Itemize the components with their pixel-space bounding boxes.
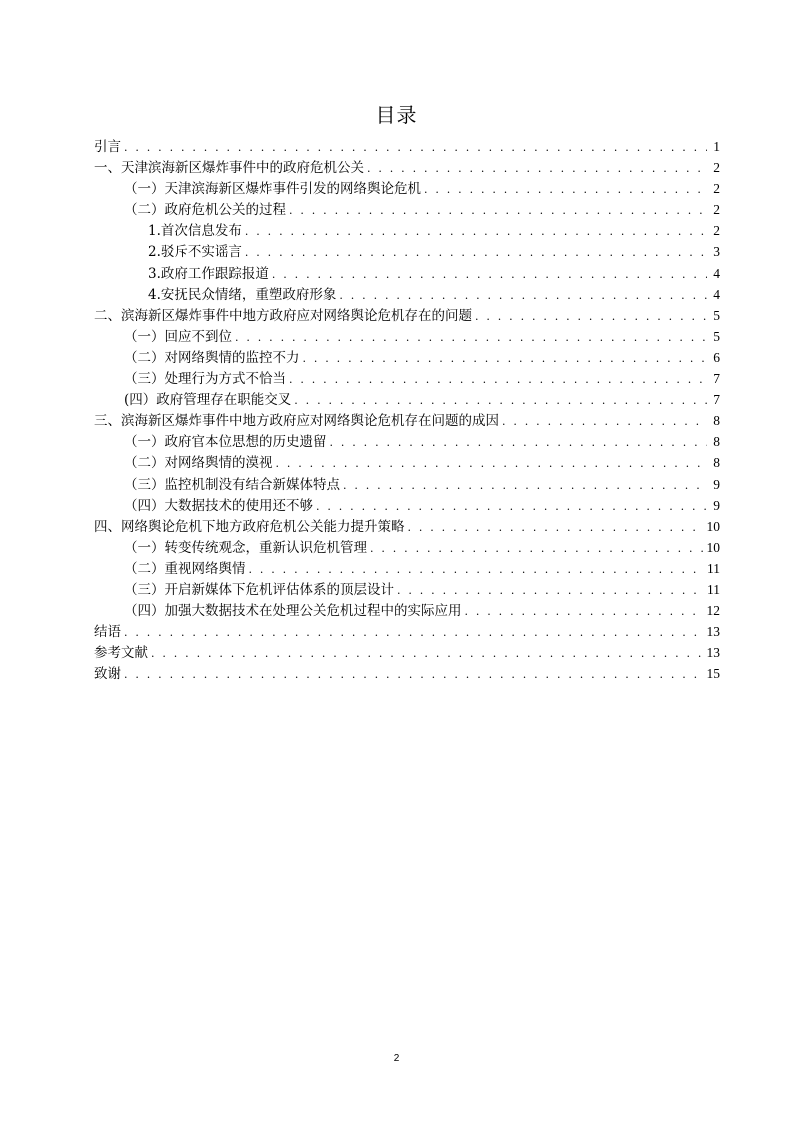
toc-entry-text: 4.安抚民众情绪，重塑政府形象 bbox=[148, 286, 337, 303]
toc-entry-page: 9 bbox=[713, 476, 720, 492]
toc-entry[interactable] bbox=[94, 263, 720, 284]
toc-leader-dots bbox=[124, 664, 704, 685]
toc-entry-page: 9 bbox=[713, 497, 720, 513]
toc-entry[interactable] bbox=[94, 474, 720, 495]
toc-entry[interactable] bbox=[94, 157, 720, 178]
toc-entry[interactable] bbox=[94, 410, 720, 431]
toc-entry-page: 10 bbox=[706, 518, 720, 534]
toc-entry-page: 2 bbox=[713, 160, 720, 176]
toc-entry-page: 4 bbox=[713, 265, 720, 281]
toc-leader-dots bbox=[475, 306, 707, 327]
toc-entry-text: （四）加强大数据技术在处理公关危机过程中的实际应用 bbox=[124, 603, 462, 620]
toc-entry[interactable] bbox=[94, 558, 720, 579]
toc-title: 目录 bbox=[375, 103, 418, 127]
toc-entry-page: 8 bbox=[713, 434, 720, 450]
toc-entry[interactable] bbox=[94, 452, 720, 473]
toc-entry[interactable] bbox=[94, 178, 720, 199]
toc-entry-text: （二）对网络舆情的漠视 bbox=[124, 455, 273, 472]
toc-entry-text: (四）政府管理存在职能交叉 bbox=[124, 392, 292, 409]
toc-entry-page: 3 bbox=[713, 244, 720, 260]
toc-entry-text: （三）监控机制没有结合新媒体特点 bbox=[124, 476, 340, 493]
toc-entry-page: 5 bbox=[713, 328, 720, 344]
toc-leader-dots bbox=[370, 538, 704, 559]
toc-entry-page: 6 bbox=[713, 349, 720, 365]
toc-entry-page: 10 bbox=[706, 539, 720, 555]
toc-list bbox=[94, 136, 720, 684]
toc-leader-dots bbox=[289, 369, 707, 390]
toc-leader-dots bbox=[272, 264, 707, 285]
toc-entry-page: 8 bbox=[713, 413, 720, 429]
toc-leader-dots bbox=[502, 411, 707, 432]
toc-entry-text: （三）处理行为方式不恰当 bbox=[124, 371, 286, 388]
toc-entry[interactable] bbox=[94, 284, 720, 305]
toc-leader-dots bbox=[367, 158, 707, 179]
toc-leader-dots bbox=[276, 453, 708, 474]
toc-entry[interactable] bbox=[94, 241, 720, 262]
toc-entry[interactable] bbox=[94, 305, 720, 326]
toc-entry-page: 7 bbox=[713, 392, 720, 408]
toc-entry-text: 引言 bbox=[94, 139, 121, 155]
toc-leader-dots bbox=[124, 622, 704, 643]
toc-leader-dots bbox=[339, 285, 707, 306]
toc-entry-text: （一）转变传统观念，重新认识危机管理 bbox=[124, 539, 367, 556]
toc-leader-dots bbox=[245, 221, 707, 242]
toc-entry-page: 1 bbox=[713, 139, 720, 154]
toc-entry[interactable] bbox=[94, 326, 720, 347]
toc-entry-text: 二、滨海新区爆炸事件中地方政府应对网络舆论危机存在的问题 bbox=[94, 307, 472, 324]
toc-entry-text: 三、滨海新区爆炸事件中地方政府应对网络舆论危机存在问题的成因 bbox=[94, 413, 499, 430]
toc-entry[interactable] bbox=[94, 347, 720, 368]
toc-entry-text: （四）大数据技术的使用还不够 bbox=[124, 497, 313, 514]
toc-leader-dots bbox=[330, 432, 708, 453]
toc-entry[interactable] bbox=[94, 495, 720, 516]
toc-leader-dots bbox=[249, 559, 705, 580]
toc-entry[interactable] bbox=[94, 368, 720, 389]
toc-leader-dots bbox=[424, 179, 707, 200]
toc-entry-page: 11 bbox=[707, 581, 720, 597]
toc-entry[interactable] bbox=[94, 663, 720, 684]
toc-entry-text: 1.首次信息发布 bbox=[148, 223, 242, 240]
toc-entry-page: 8 bbox=[713, 455, 720, 471]
toc-entry-page: 2 bbox=[713, 223, 720, 239]
toc-entry-text: （二）政府危机公关的过程 bbox=[124, 202, 286, 219]
toc-entry-page: 12 bbox=[706, 603, 720, 619]
toc-entry-page: 2 bbox=[713, 202, 720, 218]
toc-entry[interactable] bbox=[94, 621, 720, 642]
toc-entry[interactable] bbox=[94, 579, 720, 600]
page-number: 2 bbox=[393, 1053, 400, 1064]
toc-entry-text: 一、天津滨海新区爆炸事件中的政府危机公关 bbox=[94, 160, 364, 177]
toc-entry[interactable] bbox=[94, 199, 720, 220]
toc-entry-text: （三）开启新媒体下危机评估体系的顶层设计 bbox=[124, 581, 394, 598]
toc-entry-text: 参考文献 bbox=[94, 645, 148, 662]
toc-entry[interactable] bbox=[94, 431, 720, 452]
toc-entry-text: 3.政府工作跟踪报道 bbox=[148, 265, 269, 282]
toc-entry-page: 13 bbox=[706, 645, 720, 661]
toc-entry[interactable] bbox=[94, 642, 720, 663]
toc-entry-text: （二）重视网络舆情 bbox=[124, 560, 246, 577]
toc-entry-text: （二）对网络舆情的监控不力 bbox=[124, 349, 300, 366]
toc-entry-page: 4 bbox=[713, 286, 720, 302]
toc-leader-dots bbox=[289, 200, 707, 221]
toc-leader-dots bbox=[303, 348, 708, 369]
toc-entry[interactable] bbox=[94, 600, 720, 621]
toc-leader-dots bbox=[343, 475, 707, 496]
toc-entry[interactable] bbox=[94, 537, 720, 558]
toc-entry[interactable] bbox=[94, 220, 720, 241]
toc-entry[interactable] bbox=[94, 516, 720, 537]
toc-leader-dots bbox=[408, 517, 704, 538]
toc-entry-text: 四、网络舆论危机下地方政府危机公关能力提升策略 bbox=[94, 518, 405, 535]
toc-entry-page: 11 bbox=[707, 560, 720, 576]
toc-leader-dots bbox=[245, 242, 707, 263]
toc-entry-text: 致谢 bbox=[94, 666, 121, 683]
toc-leader-dots bbox=[124, 137, 707, 158]
toc-leader-dots bbox=[294, 390, 707, 411]
toc-leader-dots bbox=[235, 327, 707, 348]
toc-entry-text: （一）政府官本位思想的历史遗留 bbox=[124, 434, 327, 451]
toc-entry-text: （一）回应不到位 bbox=[124, 328, 232, 345]
toc-entry[interactable] bbox=[94, 136, 720, 157]
toc-entry-text: （一）天津滨海新区爆炸事件引发的网络舆论危机 bbox=[124, 181, 421, 198]
toc-leader-dots bbox=[465, 601, 704, 622]
toc-leader-dots bbox=[316, 496, 707, 517]
toc-entry-page: 7 bbox=[713, 371, 720, 387]
toc-leader-dots bbox=[397, 580, 704, 601]
toc-leader-dots bbox=[151, 643, 704, 664]
toc-entry-page: 5 bbox=[713, 307, 720, 323]
toc-entry-text: 2.驳斥不实谣言 bbox=[148, 244, 242, 261]
toc-entry-page: 15 bbox=[706, 666, 720, 682]
toc-entry[interactable] bbox=[94, 389, 720, 410]
toc-entry-page: 2 bbox=[713, 181, 720, 197]
toc-entry-text: 结语 bbox=[94, 624, 121, 641]
toc-entry-page: 13 bbox=[706, 624, 720, 640]
